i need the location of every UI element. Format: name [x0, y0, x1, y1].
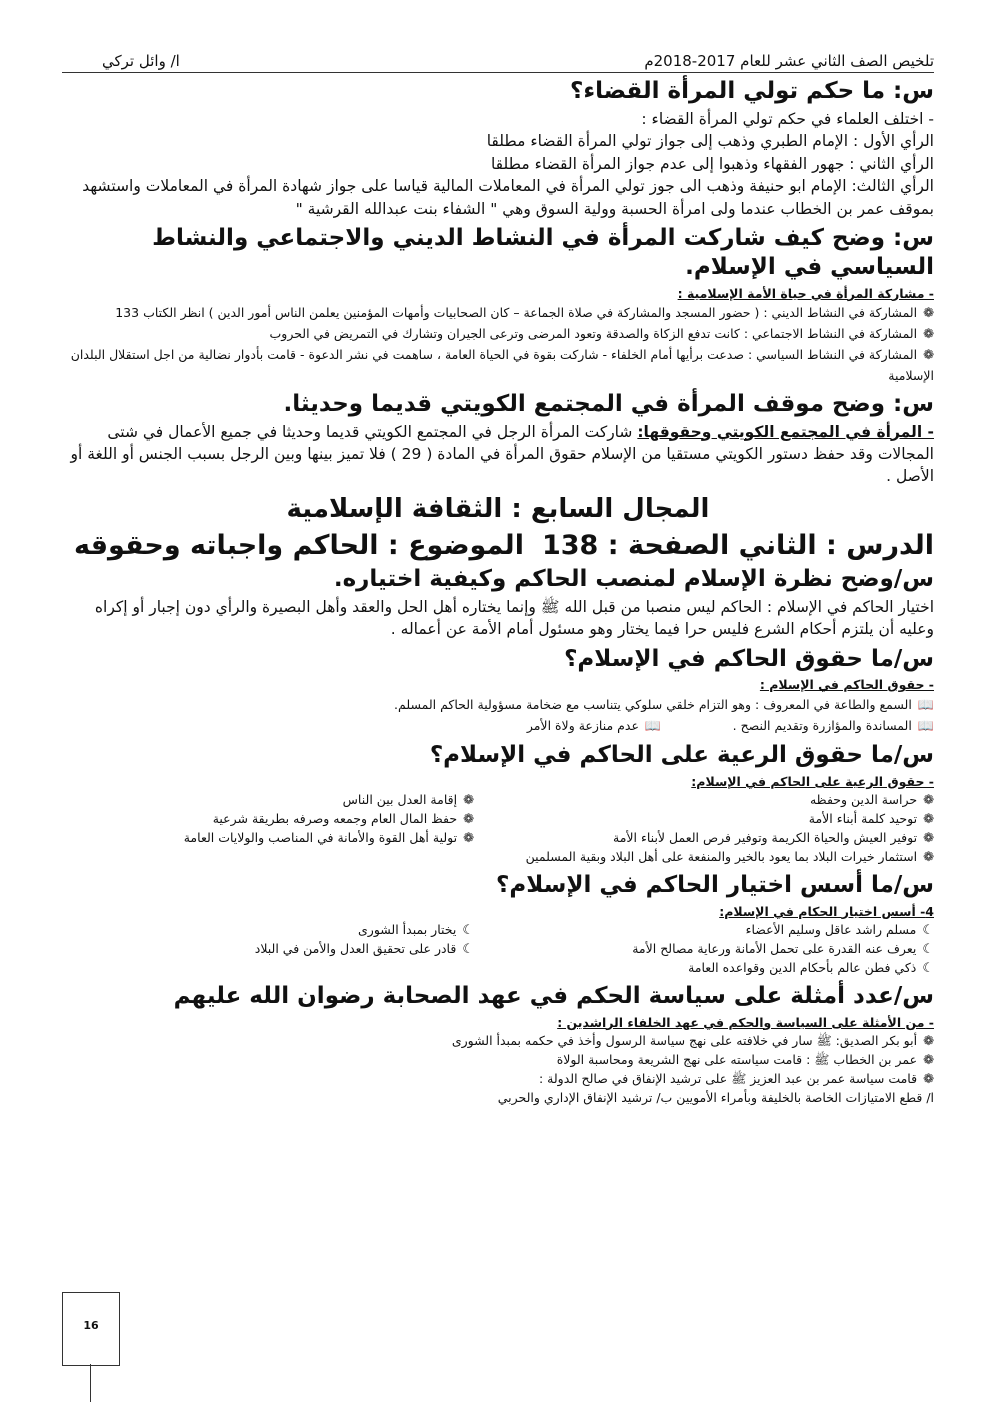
- question-6: س/ما حقوق الرعية على الحاكم في الإسلام؟: [429, 742, 934, 769]
- crescent-icon: ☾: [922, 941, 934, 957]
- s7-row-3: ☾ذكي فطن عالم بأحكام الدين وقواعده العامة: [688, 959, 934, 976]
- crescent-icon: ☾: [922, 960, 934, 976]
- flower-icon: ❁: [923, 1052, 934, 1068]
- lesson-title: الدرس : الثاني الصفحة : 138الموضوع : الحاكم واجباته وحقوقه: [73, 529, 934, 561]
- unit-title: المجال السابع : الثقافة الإسلامية: [286, 493, 710, 524]
- s4-text: اختيار الحاكم في الإسلام : الحاكم ليس منصبا من قبل الله ﷺ وإنما يختاره أهل الحل والعقد وأهل البصيرة والرأي دون إجبار أو إكراه وعليه أن يلتزم أحكام الشرع فليس حرا فيما يختار وهو مسئول أمام الأمة عن أعماله .: [94, 597, 934, 639]
- s6-row-4: ❁استثمار خيرات البلاد بما يعود بالخير والمنفعة على أهل البلاد وبقية المسلمين: [525, 848, 934, 865]
- s5-subhead: - حقوق الحاكم في الإسلام :: [759, 677, 934, 693]
- s2-bullet-2: ❁المشاركة في النشاط الاجتماعي : كانت تدفع الزكاة والصدقة وتعود المرضى وترعى الجيران وتشارك في التمريض في الحروب: [62, 324, 934, 345]
- s1-opinion-1: الرأي الأول : الإمام الطبري وذهب إلى جواز تولي المرأة القضاء مطلقا: [486, 132, 934, 151]
- flower-icon: ❁: [923, 327, 934, 343]
- question-7: س/ما أسس اختيار الحاكم في الإسلام؟: [496, 871, 934, 898]
- question-5: س/ما حقوق الحاكم في الإسلام؟: [564, 645, 934, 672]
- flower-icon: ❁: [463, 831, 474, 847]
- flower-icon: ❁: [463, 793, 474, 809]
- flower-icon: ❁: [923, 849, 934, 865]
- question-2: س: وضح كيف شاركت المرأة في النشاط الديني والاجتماعي والنشاط السياسي في الإسلام.: [152, 225, 934, 280]
- book-icon: 📖: [644, 718, 662, 734]
- s2-subhead: - مشاركة المرأة في حياة الأمة الإسلامية :: [677, 285, 934, 301]
- book-page-number: 133: [115, 304, 140, 320]
- page-number-box: [62, 1292, 120, 1366]
- crescent-icon: ☾: [462, 941, 474, 957]
- s7-row-1: ☾مسلم راشد عاقل وسليم الأعضاء ☾يختار بمبدأ الشورى: [358, 922, 934, 939]
- s2-bullet-3: ❁المشاركة في النشاط السياسي : صدعت برأيها أمام الخلفاء - شاركت بقوة في الحياة العامة ، ساهمت في نشر الدعوة - قامت بأدوار نضالية من اجل استقلال البلدان الإسلامية: [70, 347, 934, 384]
- s7-row-2: ☾يعرف عنه القدرة على تحمل الأمانة ورعاية مصالح الأمة ☾قادر على تحقيق العدل والأمن في البلاد: [254, 940, 934, 957]
- s1-opinion-2: الرأي الثاني : جهور الفقهاء وذهبوا إلى عدم جواز المرأة القضاء مطلقا: [490, 154, 934, 173]
- divider-line: [90, 1364, 91, 1402]
- question-3: س: وضح موقف المرأة في المجتمع الكويتي قديما وحديثا.: [283, 390, 934, 417]
- flower-icon: ❁: [923, 831, 934, 847]
- book-icon: 📖: [917, 697, 934, 713]
- s3-text: - المرأة في المجتمع الكويتي وحقوقها: شاركت المرأة الرجل في المجتمع الكويتي قديما وحديثا في جميع الأعمال في شتى المجالات وقد حفظ دستور الكويتي مستقيا من الإسلام حقوق المرأة في المادة ( 29 ) فلا تميز بينها وبين الرجل بسبب الجنس أو اللغة أو الأصل .: [70, 422, 934, 486]
- s6-row-2: ❁توحيد كلمة أبناء الأمة ❁حفظ المال العام وجمعه وصرفه بطريقة شرعية: [212, 811, 934, 828]
- s7-subhead: 4- أسس اختيار الحكام في الإسلام:: [719, 903, 934, 919]
- flower-icon: ❁: [923, 812, 934, 828]
- page-content: [62, 40, 934, 1106]
- s8-example-4: ا/ قطع الامتيازات الخاصة بالخليفة وبأمراء الأمويين ب/ ترشيد الإنفاق الإداري والحربي: [497, 1089, 934, 1105]
- flower-icon: ❁: [923, 305, 934, 321]
- question-8: س/عدد أمثلة على سياسة الحكم في عهد الصحابة رضوان الله عليهم: [173, 982, 934, 1009]
- header-title: تلخيص الصف الثاني عشر للعام 2017-2018م: [644, 52, 934, 70]
- s5-item-2: 📖المساندة والمؤازرة وتقديم النصح . 📖عدم منازعة ولاة الأمر: [62, 716, 934, 737]
- book-icon: 📖: [917, 718, 934, 734]
- flower-icon: ❁: [923, 793, 934, 809]
- s2-bullet-1: ❁المشاركة في النشاط الديني : ( حضور المسجد والمشاركة في صلاة الجماعة – كان الصحابيات وأمهات المؤمنين يعلمن الناس أمور الدين ) انظر الكتاب 133: [62, 303, 934, 324]
- header-author: ا/ وائل تركي: [102, 52, 180, 70]
- flower-icon: ❁: [923, 348, 934, 364]
- s6-subhead: - حقوق الرعية على الحاكم في الإسلام:: [691, 773, 934, 789]
- s8-example-3: ❁قامت سياسة عمر بن عبد العزيز ﷺ على ترشيد الإنفاق في صالح الدولة :: [538, 1070, 934, 1087]
- page-header: [62, 40, 934, 73]
- question-1: س: ما حكم تولي المرأة القضاء؟: [570, 78, 934, 104]
- s6-row-1: ❁حراسة الدين وحفظه ❁إقامة العدل بين الناس: [342, 792, 934, 809]
- s8-subhead: - من الأمثلة على السياسة والحكم في عهد الخلفاء الراشدين :: [557, 1014, 934, 1030]
- s1-intro: - اختلف العلماء في حكم تولي المرأة القضاء :: [641, 109, 934, 128]
- flower-icon: ❁: [923, 1033, 934, 1049]
- flower-icon: ❁: [923, 1071, 934, 1087]
- s8-example-1: ❁أبو بكر الصديق: ﷺ سار في خلافته على نهج سياسة الرسول وأخذ في حكمه بمبدأ الشورى: [451, 1032, 934, 1049]
- s6-row-3: ❁توفير العيش والحياة الكريمة وتوفير فرص العمل لأبناء الأمة ❁تولية أهل القوة والأمانة في المناصب والولايات العامة: [183, 830, 934, 847]
- crescent-icon: ☾: [922, 923, 934, 939]
- s5-item-1: 📖السمع والطاعة في المعروف : وهو التزام خلقي سلوكي يتناسب مع ضخامة مسؤولية الحاكم المسلم.: [62, 695, 934, 716]
- page-number: 16: [83, 1319, 99, 1332]
- s8-example-2: ❁عمر بن الخطاب ﷺ : قامت سياسته على نهج الشريعة ومحاسبة الولاة: [556, 1051, 934, 1068]
- question-4: س/وضح نظرة الإسلام لمنصب الحاكم وكيفية اختياره.: [333, 565, 934, 592]
- s1-opinion-3: الرأي الثالث: الإمام ابو حنيفة وذهب الى جوز تولي المرأة في المعاملات المالية قياسا على جواز شهادة المرأة في المعاملات واستشهد بموقف عمر بن الخطاب عندما ولى امرأة الحسبة وولية السوق وهي " الشفاء بنت عبدالله القرشية ": [82, 177, 934, 218]
- crescent-icon: ☾: [462, 923, 474, 939]
- flower-icon: ❁: [463, 812, 474, 828]
- s3-subhead: - المرأة في المجتمع الكويتي وحقوقها:: [637, 422, 934, 441]
